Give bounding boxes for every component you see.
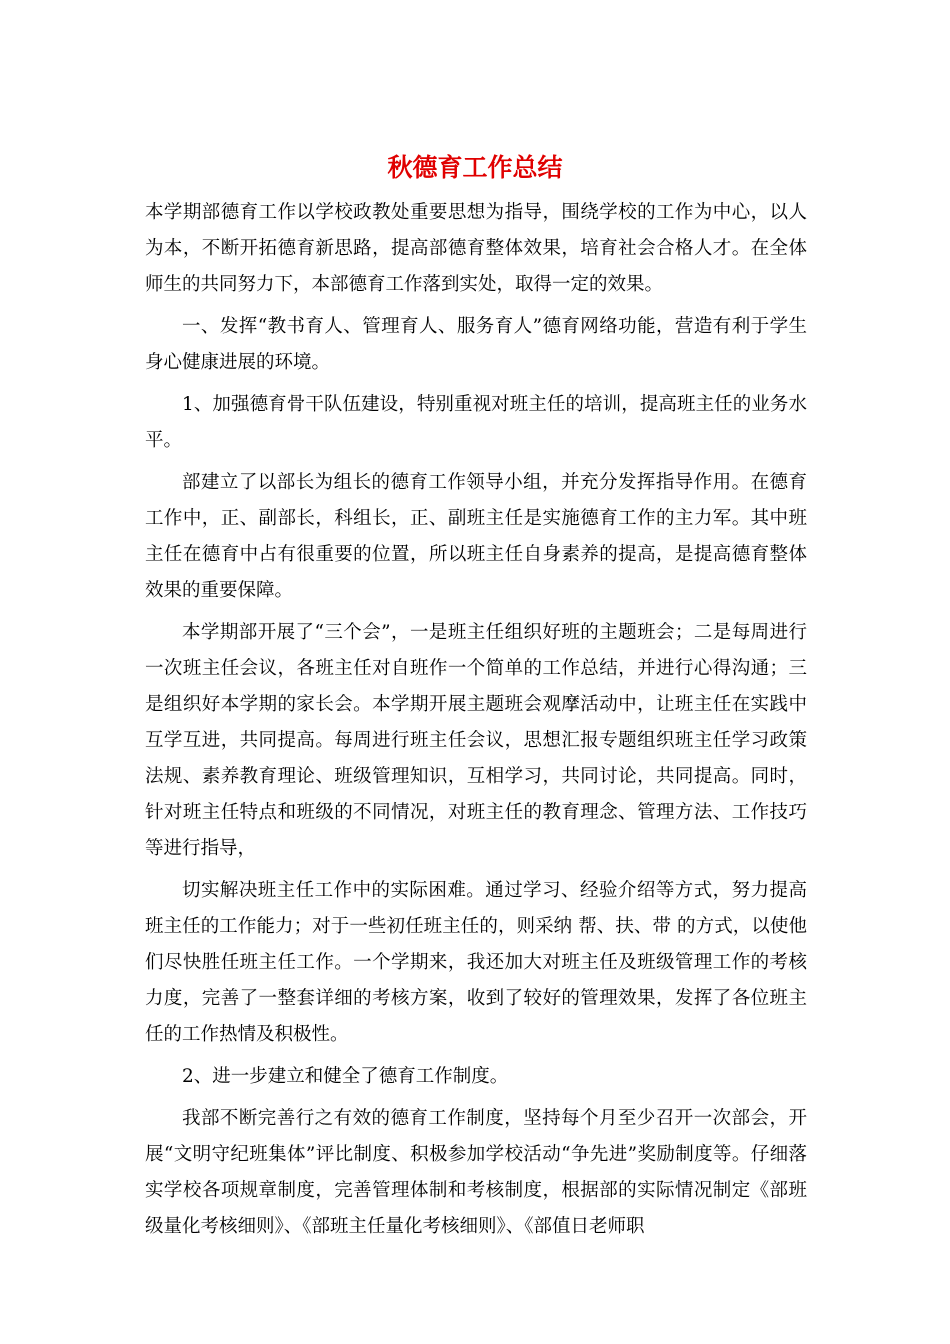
paragraph-practical-difficulties: 切实解决班主任工作中的实际困难。通过学习、经验介绍等方式，努力提高班主任的工作能力；对于一些初任班主任的，则采纳 帮、扶、带 的方式，以使他们尽快胜任班主任工作。一个学期来，我还加大对班主任及班级管理工作的考核力度，完善了一整套详细的考核方案，收到了较好的管理效果，发挥了各位班主任的工作热情及积极性。 [145,880,807,1045]
paragraph-item-1-heading: 1、加强德育骨干队伍建设，特别重视对班主任的培训，提高班主任的业务水平。 [145,394,807,451]
paragraph-leadership-group: 部建立了以部长为组长的德育工作领导小组，并充分发挥指导作用。在德育工作中，正、副部长，科组长，正、副班主任是实施德育工作的主力军。其中班主任在德育中占有很重要的位置，所以班主任自身素养的提高，是提高德育整体效果的重要保障。 [145,472,807,601]
paragraph-intro: 本学期部德育工作以学校政教处重要思想为指导，围绕学校的工作为中心，以人为本，不断开拓德育新思路，提高部德育整体效果，培育社会合格人才。在全体师生的共同努力下，本部德育工作落到实处，取得一定的效果。 [145,202,807,295]
paragraph-work-system: 我部不断完善行之有效的德育工作制度，坚持每个月至少召开一次部会，开展“文明守纪班集体”评比制度、积极参加学校活动“争先进”奖励制度等。仔细落实学校各项规章制度，完善管理体制和考核制度，根据部的实际情况制定《部班级量化考核细则》、《部班主任量化考核细则》、《部值日老师职 [145,1108,807,1237]
paragraph-section-1-heading: 一、发挥“教书育人、管理育人、服务育人”德育网络功能，营造有利于学生身心健康进展的环境。 [145,316,807,373]
paragraph-item-2-heading: 2、进一步建立和健全了德育工作制度。 [182,1066,509,1087]
paragraph-three-meetings: 本学期部开展了“三个会”，一是班主任组织好班的主题班会；二是每周进行一次班主任会议，各班主任对自班作一个简单的工作总结，并进行心得沟通；三是组织好本学期的家长会。本学期开展主题班会观摩活动中，让班主任在实践中互学互进，共同提高。每周进行班主任会议，思想汇报专题组织班主任学习政策法规、素养教育理论、班级管理知识，互相学习，共同讨论，共同提高。同时，针对班主任特点和班级的不同情况，对班主任的教育理念、管理方法、工作技巧等进行指导， [145,622,807,859]
document-body [145,195,807,1251]
document-title: 秋德育工作总结 [387,153,563,182]
